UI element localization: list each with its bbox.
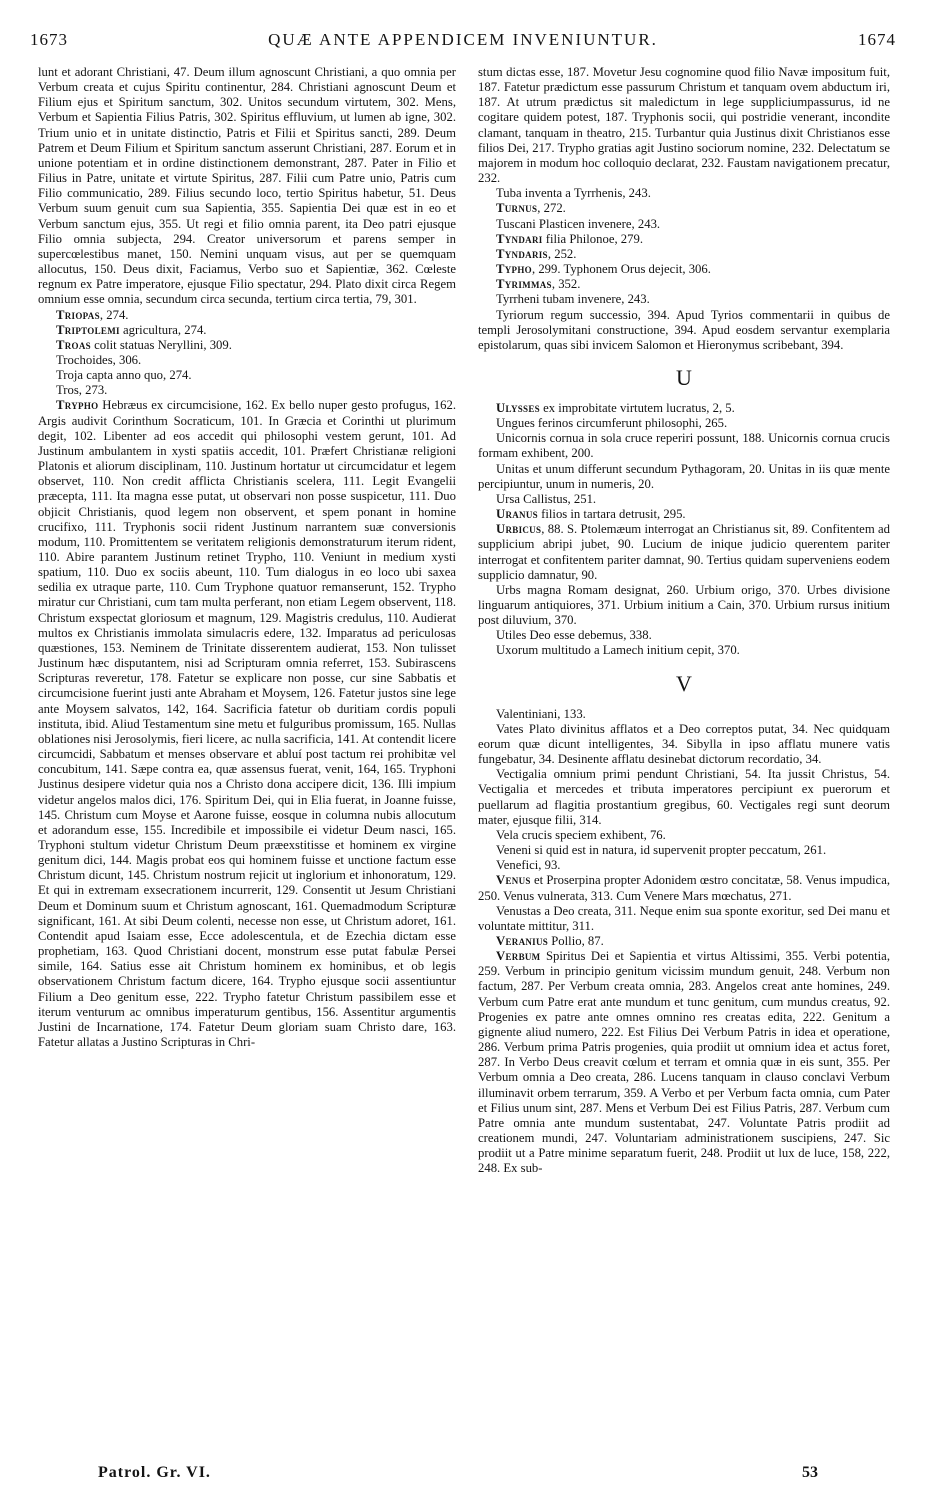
entry-text: , 299. Typhonem Orus dejecit, 306.: [531, 262, 711, 277]
page-footer: [38, 1464, 888, 1488]
index-entry: [478, 292, 890, 307]
entry-headword: Uranus: [496, 507, 538, 522]
entry-text: colit statuas Neryllini, 309.: [90, 337, 232, 352]
entry-headword: Turnus: [496, 201, 538, 216]
section-letter-u: U: [676, 364, 692, 390]
entry-text: lunt et adorant Christiani, 47. Deum illum agnoscunt Christiani, a quo omnia per Verbum creata et cujus Spiritu continentur, 284. Christiani agnoscunt Deum et Filium ejus et Spiritum sanctum, 302. Unitos secundum virtutem, 302. Mens, Verbum et Sapientia Filius Patris, 302. Spiritus effluvium, ut lumen ab igne, 302. Trium unio et in unitate distinctio, Patris et Filii et Spiritus sancti, 289. Deum Patrem et Deum Filium et Spiritum sanctum asserunt Christiani, 287. Eorum et in unione potentiam et in ordine distinctionem demonstrant, 287. Pater in Filio et Filius in Patre, unitate et virtute Spiritus, 287. Filii cum Patre unio, Patris cum Filio communicatio, 289. Filius secundo loco, tertio Spiritus habetur, 51. Deus Verbum suum genuit cum sua Sapientia, 355. Sapientia Dei quæ est in eo et Verbum sanctum ejus, 355. Ut regi et filio omnia parent, ita Deo patri ejusque Filio omnia subjecta, 294. Creator universorum et parens semper in supercœlestibus manet, 150. Nemini unquam visus, aut per se quemquam allocutus, 150. Deus dixit, Faciamus, Verbo suo et Sapientiæ, 362. Cœleste regnum ex Patre imperatore, ejusque Filio spectatur, 294. Plato dixit circa Regem omnium esse omnia, secundum circa secunda, tertium circa tertia, 79, 301.: [38, 65, 456, 307]
entry-text: Tros, 273.: [56, 383, 108, 398]
entry-text: Tyrrheni tubam invenere, 243.: [496, 292, 650, 307]
section-letter-v: V: [676, 670, 692, 696]
left-page-number: 1673: [30, 30, 68, 49]
index-entry: [38, 353, 456, 368]
index-entry: [478, 522, 890, 583]
index-entry: [38, 308, 456, 323]
index-entry: [478, 507, 890, 522]
index-entry: [478, 722, 890, 767]
entry-text: Vectigalia omnium primi pendunt Christiani, 54. Ita jussit Christus, 54. Vectigalia et mercedes et tributa imperatores percipiunt ex puerorum et puellarum ad flagitia prostantium gregibus, 60. Vectigales regi sunt deorum mater, ejusque filii, 314.: [478, 767, 890, 827]
index-entry: [478, 247, 890, 262]
entry-text: Tyriorum regum successio, 394. Apud Tyrios commentarii in quibus de templi Jerosolymitani constructione, 394. Apud eosdem servantur exemplaria epistolarum, quas sibi invicem Salomon et Hieronymus scribebant, 394.: [478, 307, 890, 352]
index-entry: [478, 186, 890, 201]
index-entry: [478, 277, 890, 292]
entry-text: , 272.: [537, 201, 566, 216]
entry-text: ex improbitate virtutem lucratus, 2, 5.: [539, 400, 735, 415]
index-entry: [478, 65, 890, 186]
entry-headword: Troas: [56, 337, 91, 352]
index-entry: [478, 904, 890, 934]
entry-headword: Trypho: [56, 398, 99, 413]
index-entry: [478, 628, 890, 643]
running-title: QUÆ ANTE APPENDICEM INVENIUNTUR.: [268, 30, 658, 49]
index-entry: [478, 416, 890, 431]
entry-headword: Verbum: [496, 949, 541, 964]
entry-headword: Veranius: [496, 933, 549, 948]
index-entry: [478, 643, 890, 658]
entry-text: Vates Plato divinitus afflatos et a Deo correptos putat, 34. Nec quidquam eorum quæ dicunt intelligentes, 34. Sibylla in ipso afflatu munere vatis fungebatur, 34. Desinente afflatu desinebat dictorum recordatio, 34.: [478, 721, 890, 767]
entry-text: filios in tartara detrusit, 295.: [537, 507, 686, 522]
entry-headword: Triopas: [56, 307, 100, 322]
right-column: [478, 65, 890, 1457]
entry-text: Venefici, 93.: [496, 858, 561, 873]
entry-text: , 88. S. Ptolemæum interrogat an Christianus sit, 89. Confitentem ad supplicium abripi jubet, 90. Lucium de inique judicio querentem pariter interrogat et confitentem pariter damnat, 90. Tertius quidam superveniens eodem supplicio damnatur, 90.: [478, 522, 890, 582]
index-entry: [478, 401, 890, 416]
entry-headword: Tyrimmas: [496, 277, 552, 292]
entry-text: Unicornis cornua in sola cruce reperiri possunt, 188. Unicornis cornua crucis formam exhibent, 200.: [478, 431, 890, 461]
index-entry: [478, 873, 890, 903]
index-entry: [38, 398, 456, 1050]
entry-text: Valentiniani, 133.: [496, 706, 586, 721]
entry-text: Tuscani Plasticen invenere, 243.: [496, 216, 661, 231]
index-entry: [478, 431, 890, 461]
index-entry: [478, 828, 890, 843]
index-entry: [478, 583, 890, 628]
entry-text: et Proserpina propter Adonidem œstro concitatæ, 58. Venus impudica, 250. Venus vulnerata, 313. Cum Venere Mars mœchatus, 271.: [478, 873, 890, 903]
index-entry: [478, 492, 890, 507]
entry-headword: Tyndaris: [496, 246, 548, 261]
index-entry: [478, 262, 890, 277]
page-header: [30, 30, 896, 56]
entry-text: , 252.: [547, 246, 577, 261]
entry-headword: Urbicus: [496, 522, 542, 537]
entry-text: Ungues ferinos circumferunt philosophi, 265.: [496, 416, 728, 431]
index-entry: [478, 707, 890, 722]
index-entry: [478, 217, 890, 232]
entry-text: Utiles Deo esse debemus, 338.: [496, 628, 652, 643]
entry-text: Venustas a Deo creata, 311. Neque enim sua sponte exoritur, sed Dei manu et voluntate mittitur, 311.: [478, 903, 890, 933]
index-entry: [478, 767, 890, 828]
left-column: [38, 65, 456, 1457]
entry-text: stum dictas esse, 187. Movetur Jesu cognomine quod filio Navæ impositum fuit, 187. Fatetur prædictum esse passurum Christum et tanquam ovem abductum iri, 187. At utrum prædictus sit maledictum in lege suppliciumpassurus, id ne cogitare quidem potest, 187. Tryphonis socii, qui postridie venerant, incondite clamant, tanquam in theatro, 215. Turbantur quia Justinus dixit Christianos esse filios Dei, 217. Trypho gratias agit Justino sociorum nomine, 232. Delectatum se majorem in modum hoc colloquio declarat, 232. Faustam navigationem precatur, 232.: [478, 65, 890, 186]
footer-series: Patrol. Gr. VI.: [98, 1464, 211, 1481]
entry-headword: Ulysses: [496, 400, 540, 415]
entry-text: Tuba inventa a Tyrrhenis, 243.: [496, 186, 651, 201]
index-entry: [478, 934, 890, 949]
index-entry: [478, 201, 890, 216]
index-entry: [478, 949, 890, 1176]
footer-signature: 53: [802, 1464, 818, 1481]
index-entry: [478, 308, 890, 353]
index-entry: [38, 368, 456, 383]
entry-headword: Typho: [496, 262, 532, 277]
index-entry: [478, 843, 890, 858]
entry-headword: Tyndari: [496, 231, 543, 246]
entry-text: Ursa Callistus, 251.: [496, 491, 597, 506]
entry-text: filia Philonoe, 279.: [542, 231, 643, 246]
index-entry: [38, 338, 456, 353]
entry-text: Trochoides, 306.: [56, 352, 142, 367]
index-entry: [478, 232, 890, 247]
entry-text: Pollio, 87.: [548, 933, 604, 948]
index-entry: [38, 383, 456, 398]
entry-text: Unitas et unum differunt secundum Pythagoram, 20. Unitas in iis quæ mente percipiuntur, unum in numeris, 20.: [478, 461, 890, 491]
entry-text: Uxorum multitudo a Lamech initium cepit, 370.: [496, 643, 740, 658]
index-entry: [38, 65, 456, 308]
entry-text: Vela crucis speciem exhibent, 76.: [496, 827, 666, 842]
index-entry: [478, 462, 890, 492]
entry-text: Troja capta anno quo, 274.: [56, 368, 192, 383]
entry-text: , 274.: [99, 307, 129, 322]
entry-headword: Venus: [496, 873, 531, 888]
entry-text: Spiritus Dei et Sapientia et virtus Altissimi, 355. Verbi potentia, 259. Verbum in principio genitum vicissim mundum genuit, 248. Verbum non factum, 287. Per Verbum creata omnia, 283. Angelos creat ante homines, 249. Verbum cum Patre erat ante mundum et tunc genitum, cum mundus creatus, 92. Progenies ex patre ante omnes omnino res creatas edita, 222. Genitum a gignente aliud numero, 222. Est Filius Dei Verbum Patris in idea et operatione, 286. Verbum prima Patris progenies, quia prodiit ut omnium idea et actus foret, 287. In Verbo Deus creavit cœlum et terram et omnia quæ in eis sunt, 355. Per Verbum omnia a Deo creata, 286. Lucens tanquam in clauso conclavi Verbum illuminavit orbem terrarum, 359. A Verbo et per Verbum facta omnia, cum Pater et Filius unum sint, 287. Mens et Verbum Dei est Filius Patris, 287. Verbum cum Patre omnia ante mundum sustentabat, 247. Voluntate Patris prodiit ad creationem mundi, 247. Voluntariam administrationem suscipiens, 247. Sic prodiit ut a Patre minime separatum fuerit, 248. Prodiit ut lux de luce, 158, 222, 248. Ex sub-: [478, 949, 890, 1176]
index-entry: [478, 858, 890, 873]
entry-text: Veneni si quid est in natura, id supervenit propter peccatum, 261.: [496, 843, 827, 858]
entry-text: , 352.: [551, 277, 581, 292]
entry-text: Urbs magna Romam designat, 260. Urbium origo, 370. Urbes divisione linguarum antiquiores, 371. Urbium initium a Cain, 370. Urbium rursus initium post diluvium, 370.: [478, 582, 890, 628]
index-entry: [38, 323, 456, 338]
right-page-number: 1674: [858, 30, 896, 49]
entry-text: agricultura, 274.: [119, 322, 207, 337]
entry-text: Hebræus ex circumcisione, 162. Ex bello nuper gesto profugus, 162. Argis audivit Corinthum Socraticum, 101. In Græcia et Corinthi ut plurimum degit, 102. Libenter ad eos accedit qui philosophi vestem gerunt, 101. Ad Justinum ambulantem in xysti spatiis accedit, 101. Præfert Christianæ religioni Platonis et aliorum disciplinam, 110. Justinum hortatur ut circumcidatur et legem observet, 110. Non credit afflicta Christianis scelera, 111. Legit Evangelii præcepta, 111. Ita magna esse putat, ut observari non posse suspicetur, 111. Duo objicit Christianis, quod legem non observent, et spem ponant in homine crucifixo, 111. Tryphonis socii rident Justinum narrantem suæ conversionis modum, 110. Promittentem se veritatem religionis demonstraturum iterum rident, 110. Abire parantem Justinum retinet Trypho, 110. Veniunt in medium xysti spatium, 110. Duo ex sociis abeunt, 110. Tum dialogus in eo loco ubi saxea sedilia ex utraque parte, 110. Cum Tryphone quatuor remanserunt, 152. Trypho miratur cur Christiani, cum tam multa perferant, non etiam Legem observent, 118. Christum exspectat gloriosum et magnum, 129. Magistris credulus, 110. Audierat multos ex Christianis immolata simulacris edere, 132. Imparatus ad periculosas quæstiones, 153. Neminem de Trinitate disserentem audierat, 153. Non tulisset Justinum hæc disputantem, nisi ad Scripturam omnia referret, 153. Subirascens Scripturas reveretur, 178. Fatetur se explicare non posse, cur sine Sabbatis et circumcisione fuerint justi ante Abraham et Moysem, 126. Fatetur justos sine lege ante Moysem salvatos, 142, 164. Sacrificia fatetur ob duritiam cordis populi instituta, ibid. Aliud Testamentum sine metu et fulguribus promissum, 165. Nullas oblationes nisi Jerosolymis, fieri licere, ac nulla sacrificia, 141. At contendit licere circumcidi, Sabbatum et menses observare et abluí post tactum rei prohibitæ vel concubitum, 141. Sæpe contra ea, quæ assensus fuerat, venit, 164, 165. Tryphoni Justinus desipere videtur quia nos a Christo dona accipere dicit, 136. Illi impium videtur angelos malos dici, 176. Spiritum Dei, qui in Elia fuerat, in Joanne fuisse, 145. Christum cum Moyse et Aarone fuisse, eosque in columna nubis allocutum et adorandum esse, 155. Incredibile et impossibile ei videtur Deum nasci, 165. Tryphoni stultum videtur Christum Deum præexstitisse et hominem ex virgine genitum dici, 144. Magis probat eos qui hominem fuisse et unctione factum esse Christum dicunt, 145. Christum nostrum rejicit ut inglorium et inhonoratum, 129. Et qui in extremam exsecrationem incurrerit, 129. Consentit ut Jesum Christiani Deum et Dominum suum et Christum agnoscant, 161. Quemadmodum Scripturæ significant, 161. At sibi Deum colenti, necesse non esse, ut Christum adoret, 161. Contendit apud Isaiam esse, Ecce adolescentula, et de Ezechia dictam esse prophetiam, 163. Quod Christiani docent, monstrum esse putat fabulæ Persei simile, 164. Satius esse ait Christum hominem ex hominibus, et ob legis observationem Christum factum dicere, 164. Trypho ejusque socii assentiuntur Filium a Deo genitum esse, 222. Trypho fatetur Christum passibilem esse et iterum venturum ac omnibus imperaturum gentibus, 156. Assentitur argumentis Justini de Incarnatione, 174. Fatetur Deum gloriam suam Christo dare, 163. Fatetur allatas a Justino Scripturas in Chri-: [38, 398, 456, 1049]
entry-headword: Triptolemi: [56, 322, 120, 337]
